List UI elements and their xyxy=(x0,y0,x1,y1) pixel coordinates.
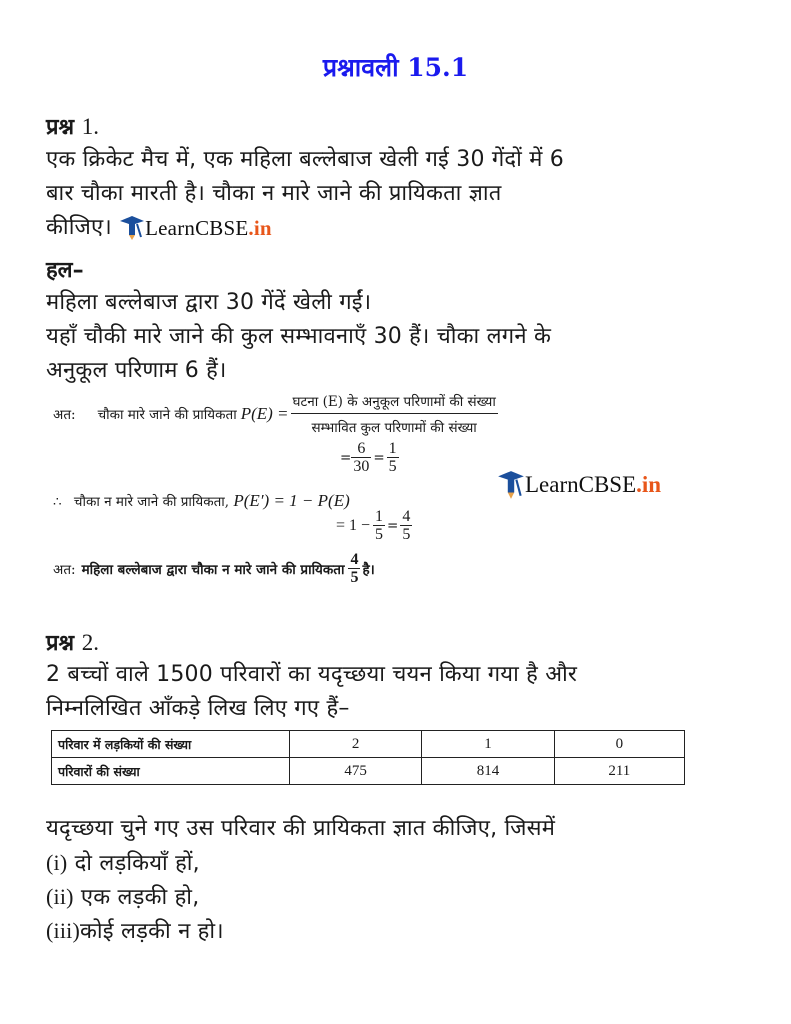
solution-line-1: महिला बल्लेबाज द्वारा 30 गेंदें खेली गईं। xyxy=(46,290,372,315)
question-2-line-1: 2 बच्चों वाले 1500 परिवारों का यदृच्छया चयन किया गया है और xyxy=(46,662,578,687)
part-i: (i) दो लड़कियाँ हों, xyxy=(46,850,200,876)
graduation-cap-pencil-icon xyxy=(497,470,525,500)
formula-fraction: घटना (E) के अनुकूल परिणामों की संख्या सम्भावित कुल परिणामों की संख्या xyxy=(292,394,496,436)
families-data-table xyxy=(51,730,685,785)
solution-label: हल– xyxy=(46,258,84,283)
probability-formula: अत: चौका मारे जाने की प्रायिकता P(E) = घटना (E) के अनुकूल परिणामों की संख्या सम्भावित कुल परिणामों की संख्या xyxy=(53,394,496,436)
step-1: = $\frac{6}{30}$ = $\frac{1}{5}$ xyxy=(340,440,397,475)
step-3: = 1 − $\frac{1}{5}$ = $\frac{4}{5}$ xyxy=(336,508,411,543)
fraction: $\frac{1}{5}$ xyxy=(388,440,397,475)
fraction: $\frac{4}{5}$ xyxy=(402,508,411,543)
question-2-prompt: यदृच्छया चुने गए उस परिवार की प्रायिकता ज्ञात कीजिए, जिसमें xyxy=(46,816,556,841)
table-row: परिवारों की संख्या 475 814 211 xyxy=(52,758,685,785)
part-ii: (ii) एक लड़की हो, xyxy=(46,884,200,910)
solution-line-3: अनुकूल परिणाम 6 हैं। xyxy=(46,358,227,383)
step-2: ∴ चौका न मारे जाने की प्रायिकता, P(E′) = 1 − P(E) xyxy=(53,491,350,510)
question-1-line-2: बार चौका मारती है। चौका न मारे जाने की प्रायिकता ज्ञात xyxy=(46,181,502,206)
question-label: प्रश्न xyxy=(46,115,75,140)
fraction: $\frac{6}{30}$ xyxy=(353,440,370,475)
question-2-heading xyxy=(46,627,99,657)
question-label: प्रश्न xyxy=(46,631,75,656)
question-2-line-2: निम्नलिखित आँकड़े लिख लिए गए हैं– xyxy=(46,696,350,721)
watermark-logo-2: LearnCBSE .in xyxy=(497,470,661,504)
question-1-line-1: एक क्रिकेट मैच में, एक महिला बल्लेबाज खेली गई 30 गेंदों में 6 xyxy=(46,147,564,172)
page-title: प्रश्नावली 15.1 xyxy=(322,53,469,82)
question-number: 2. xyxy=(81,630,99,655)
question-1-heading xyxy=(46,111,99,141)
fraction: $\frac{4}{5}$ xyxy=(350,551,359,586)
question-1-line-3: कीजिए। LearnCBSE .in xyxy=(46,211,272,245)
watermark-logo: LearnCBSE .in xyxy=(119,211,272,245)
conclusion: अत: महिला बल्लेबाज द्वारा चौका न मारे जाने की प्रायिकता $\frac{4}{5}$ है। xyxy=(53,551,375,586)
table-row: परिवार में लड़कियों की संख्या 2 1 0 xyxy=(52,731,685,758)
solution-line-2: यहाँ चौकी मारे जाने की कुल सम्भावनाएँ 30 हैं। चौका लगने के xyxy=(46,324,552,349)
part-iii: (iii)कोई लड़की न हो। xyxy=(46,918,224,944)
fraction: $\frac{1}{5}$ xyxy=(375,508,384,543)
question-number: 1. xyxy=(81,114,99,139)
graduation-cap-pencil-icon xyxy=(119,215,145,241)
